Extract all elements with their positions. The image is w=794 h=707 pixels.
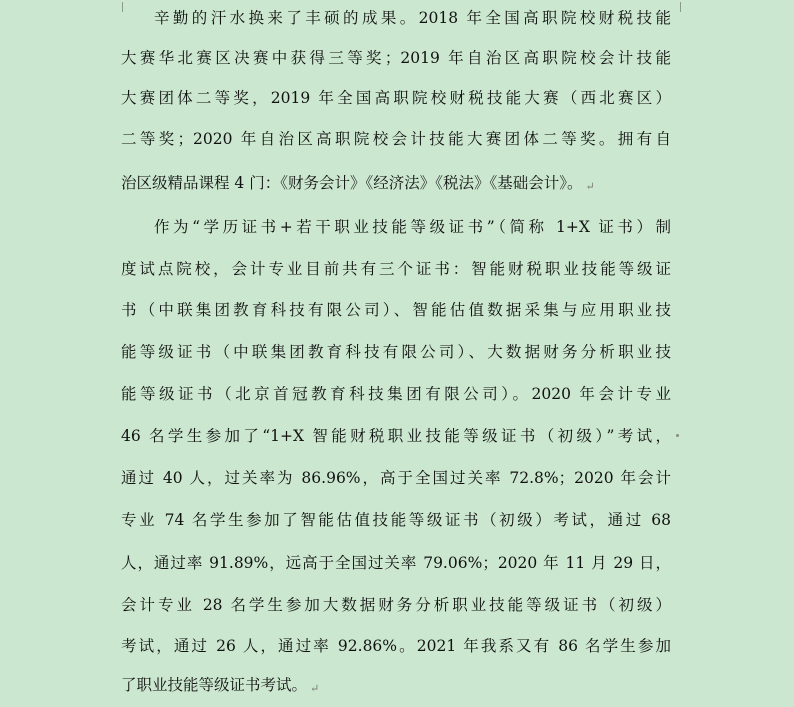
text-line: 会计专业 28 名学生参加大数据财务分析职业技能等级证书（初级） (121, 596, 671, 614)
text-line: 人，通过率 91.89%，远高于全国过关率 79.06%；2020 年 11 月 29 日， (121, 554, 671, 572)
text-line: 46 名学生参加了“1+X 智能财税职业技能等级证书（初级）”考试， (121, 427, 671, 445)
text-line: 能等级证书（中联集团教育科技有限公司）、大数据财务分析职业技 (121, 343, 671, 361)
text-line: 专业 74 名学生参加了智能估值技能等级证书（初级）考试，通过 68 (121, 511, 671, 529)
text-line: 大赛团体二等奖，2019 年全国高职院校财税技能大赛（西北赛区） (121, 89, 671, 107)
margin-corner-mark-right (680, 2, 691, 12)
text-line: 书（中联集团教育科技有限公司）、智能估值数据采集与应用职业技 (121, 301, 671, 319)
text-line-last (121, 667, 319, 703)
text-line-content: 治区级精品课程 4 门：《财务会计》《经济法》《税法》《基础会计》。 (121, 174, 583, 192)
text-line: 二等奖；2020 年自治区高职院校会计技能大赛团体二等奖。拥有自 (121, 130, 671, 148)
text-line: 考试，通过 26 人，通过率 92.86%。2021 年我系又有 86 名学生参加 (121, 637, 671, 655)
text-line: 作为“学历证书+若干职业技能等级证书”（简称 1+X 证书）制 (154, 218, 671, 236)
text-line: 能等级证书（北京首冠教育科技集团有限公司）。2020 年会计专业 (121, 385, 671, 403)
text-line-last (121, 165, 595, 201)
text-line: 度试点院校，会计专业目前共有三个证书：智能财税职业技能等级证 (121, 260, 671, 278)
text-line: 辛勤的汗水换来了丰硕的成果。2018 年全国高职院校财税技能 (154, 9, 671, 27)
text-line-content: 了职业技能等级证书考试。 (121, 676, 308, 694)
text-line: 大赛华北赛区决赛中获得三等奖；2019 年自治区高职院校会计技能 (121, 49, 671, 67)
paragraph-mark-icon: ↵ (310, 682, 320, 695)
text-line: 通过 40 人，过关率为 86.96%，高于全国过关率 72.8%；2020 年会计 (121, 469, 671, 487)
paragraph-mark-icon: ↵ (585, 180, 595, 193)
formatting-dot-icon (676, 434, 679, 437)
margin-corner-mark-left (112, 2, 123, 12)
